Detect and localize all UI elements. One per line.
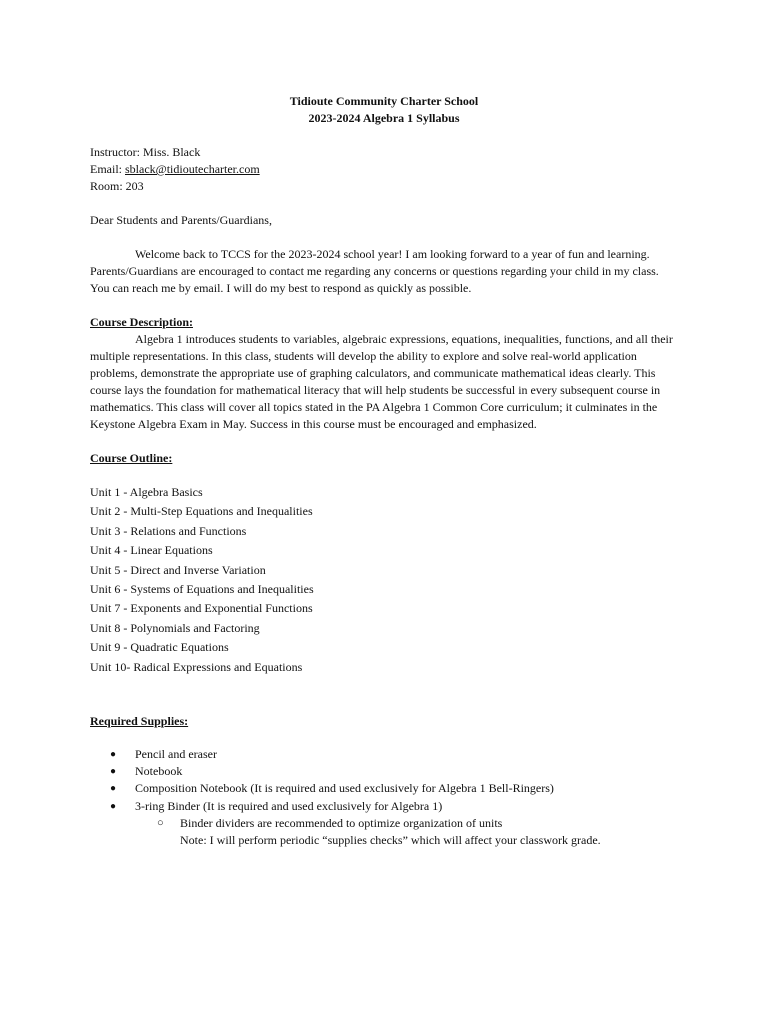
outline-unit: Unit 2 - Multi-Step Equations and Inequalities bbox=[90, 504, 313, 519]
outline-unit: Unit 1 - Algebra Basics bbox=[90, 485, 203, 499]
course-outline-list bbox=[90, 483, 678, 677]
email-line bbox=[90, 161, 678, 178]
email-label: Email: bbox=[90, 162, 125, 176]
welcome-paragraph: Welcome back to TCCS for the 2023-2024 school year! I am looking forward to a year of fun and learning. Parents/Guardians are encouraged to contact me regarding any concerns or questions regarding your child in my class. You can reach me by email. I will do my best to respond as quickly as possible. bbox=[90, 247, 659, 295]
bullet-icon: ● bbox=[110, 783, 117, 795]
outline-unit: Unit 8 - Polynomials and Factoring bbox=[90, 620, 260, 635]
email-link[interactable]: sblack@tidioutecharter.com bbox=[125, 162, 260, 176]
outline-unit: Unit 6 - Systems of Equations and Inequalities bbox=[90, 582, 314, 597]
outline-unit: Unit 9 - Quadratic Equations bbox=[90, 640, 229, 655]
supply-item-label: Composition Notebook (It is required and used exclusively for Algebra 1 Bell-Ringers) bbox=[135, 781, 554, 796]
supply-sub-item bbox=[90, 815, 678, 832]
supply-item-label: 3-ring Binder (It is required and used exclusively for Algebra 1) bbox=[135, 798, 443, 813]
course-description-text: Algebra 1 introduces students to variables, algebraic expressions, equations, inequalities, functions, and all their multiple representations. In this class, students will develop the ability to explore and solve real-world application problems, demonstrate the appropriate use of graphing calculators, and communicate mathematical ideas clearly. This course lays the foundation for mathematical literacy that will help students be successful in every subsequent course in mathematics. This class will cover all topics stated in the PA Algebra 1 Common Core curriculum; it culminates in the Keystone Algebra Exam in May. Success in this course must be encouraged and emphasized. bbox=[90, 332, 673, 431]
syllabus-title: 2023-2024 Algebra 1 Syllabus bbox=[308, 111, 460, 125]
document-body bbox=[90, 93, 678, 849]
supply-item-label: Notebook bbox=[135, 764, 183, 779]
supply-item bbox=[90, 763, 678, 780]
bullet-icon: ● bbox=[110, 766, 117, 778]
course-description-heading: Course Description: bbox=[90, 315, 193, 329]
supplies-note: Note: I will perform periodic “supplies checks” which will affect your classwork grade. bbox=[180, 833, 601, 848]
outline-unit: Unit 4 - Linear Equations bbox=[90, 543, 213, 558]
supply-item bbox=[90, 798, 678, 815]
course-outline-heading: Course Outline: bbox=[90, 451, 173, 465]
outline-unit: Unit 5 - Direct and Inverse Variation bbox=[90, 562, 266, 577]
school-name: Tidioute Community Charter School bbox=[289, 94, 479, 108]
room-line: Room: 203 bbox=[90, 179, 144, 193]
required-supplies-heading: Required Supplies: bbox=[90, 714, 189, 729]
bullet-icon: ● bbox=[110, 800, 117, 812]
supply-item bbox=[90, 780, 678, 797]
outline-unit: Unit 3 - Relations and Functions bbox=[90, 523, 247, 538]
instructor-line: Instructor: Miss. Black bbox=[90, 145, 201, 159]
hollow-bullet-icon: ○ bbox=[157, 816, 164, 829]
supply-item bbox=[90, 746, 678, 763]
supplies-list bbox=[90, 746, 678, 815]
outline-unit: Unit 7 - Exponents and Exponential Functions bbox=[90, 601, 313, 616]
outline-unit: Unit 10- Radical Expressions and Equations bbox=[90, 659, 303, 674]
supplies-sublist bbox=[90, 815, 678, 832]
supply-sub-item-label: Binder dividers are recommended to optimize organization of units bbox=[180, 815, 503, 830]
bullet-icon: ● bbox=[110, 749, 117, 761]
supply-item-label: Pencil and eraser bbox=[135, 747, 217, 762]
greeting: Dear Students and Parents/Guardians, bbox=[90, 213, 272, 227]
